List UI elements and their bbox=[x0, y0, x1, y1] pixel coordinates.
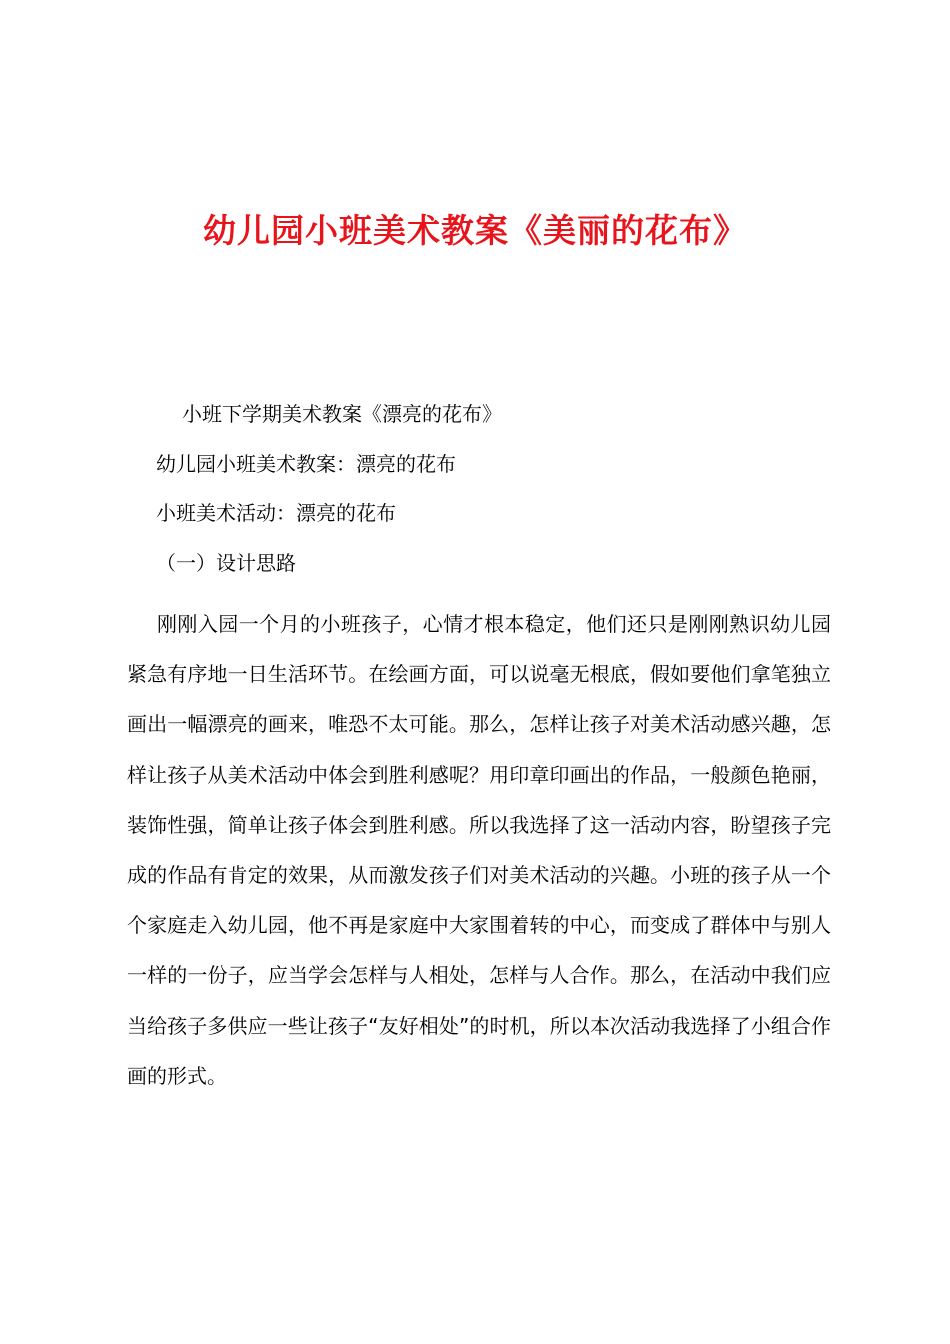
lesson-plan-line: 幼儿园小班美术教案：漂亮的花布 bbox=[156, 452, 456, 476]
subtitle-line: 小班下学期美术教案《漂亮的花布》 bbox=[182, 402, 502, 426]
section-heading: （一）设计思路 bbox=[156, 551, 296, 575]
document-title: 幼儿园小班美术教案《美丽的花布》 bbox=[203, 211, 747, 250]
body-paragraph: 刚刚入园一个月的小班孩子，心情才根本稳定，他们还只是刚刚熟识幼儿园紧急有序地一日生活环节。在绘画方面，可以说毫无根底，假如要他们拿笔独立画出一幅漂亮的画来，唯恐不太可能。那么，怎样让孩子对美术活动感兴趣，怎样让孩子从美术活动中体会到胜利感呢？用印章印画出的作品，一般颜色艳丽，装饰性强，简单让孩子体会到胜利感。所以我选择了这一活动内容，盼望孩子完成的作品有肯定的效果，从而激发孩子们对美术活动的兴趣。小班的孩子从一个个家庭走入幼儿园，他不再是家庭中大家围着转的中心，而变成了群体中与别人一样的一份子，应当学会怎样与人相处，怎样与人合作。那么，在活动中我们应当给孩子多供应一些让孩子“友好相处”的时机，所以本次活动我选择了小组合作画的形式。 bbox=[127, 612, 831, 1088]
activity-line: 小班美术活动：漂亮的花布 bbox=[156, 501, 396, 525]
